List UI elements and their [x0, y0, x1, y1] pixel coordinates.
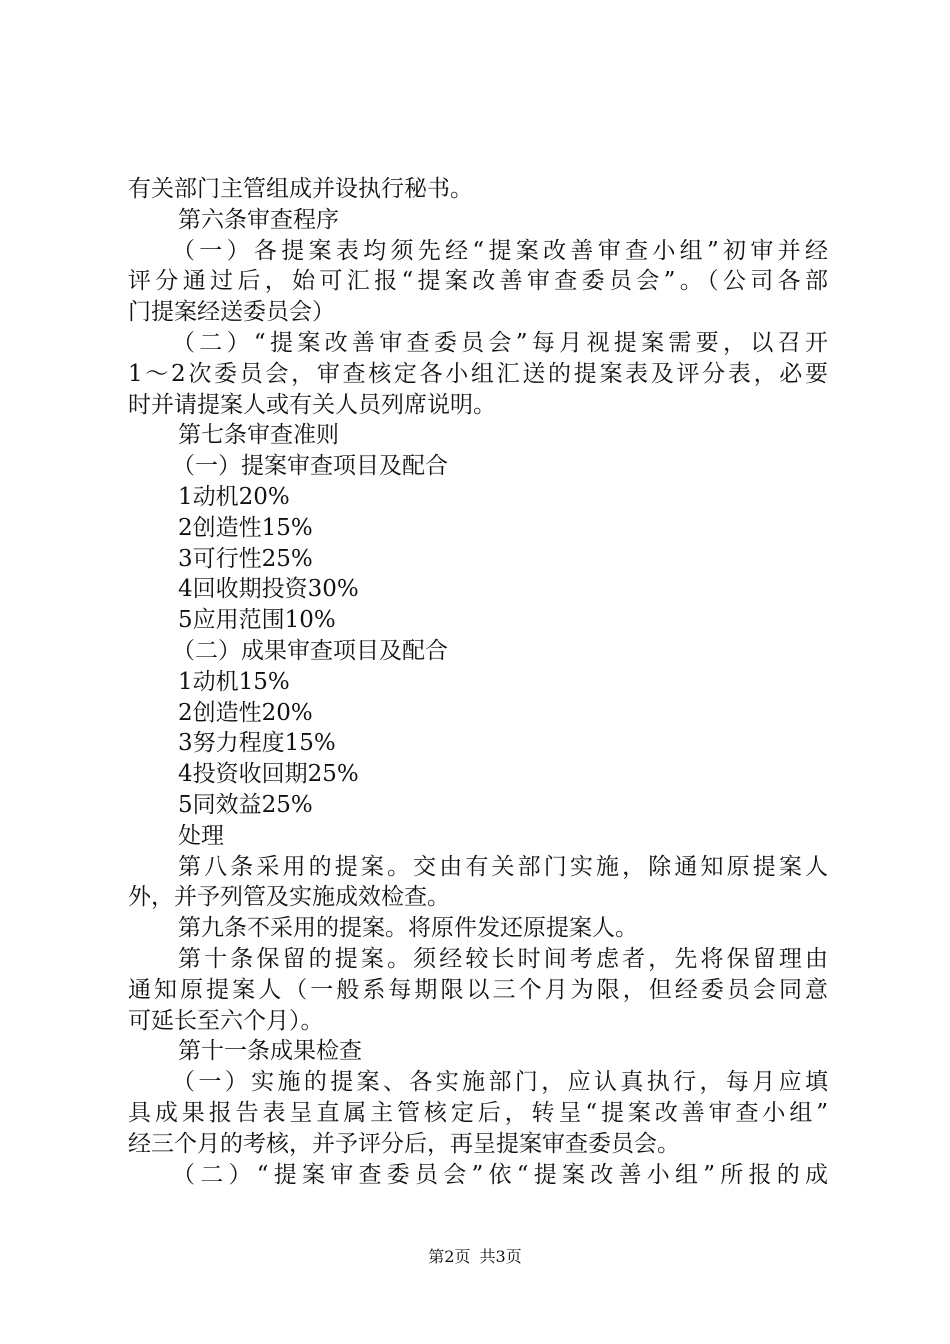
list-item: 5应用范围10%: [178, 607, 336, 634]
page-total: 共3页: [479, 1247, 522, 1266]
paragraph-line: 外，并予列管及实施成效检查。: [128, 884, 450, 911]
paragraph-line: （二）“提案改善审查委员会”每月视提案需要，以召开: [172, 329, 828, 356]
list-item: 1动机20%: [178, 483, 290, 510]
paragraph-line: 门提案经送委员会）: [128, 299, 335, 326]
paragraph-line: 时并请提案人或有关人员列席说明。: [128, 391, 496, 418]
paragraph-line: 经三个月的考核，并予评分后，再呈提案审查委员会。: [128, 1130, 680, 1157]
list-item: 4回收期投资30%: [178, 576, 359, 603]
paragraph-line: 第十条保留的提案。须经较长时间考虑者，先将保留理由: [178, 945, 828, 972]
article-heading: 第七条审查准则: [178, 422, 339, 449]
paragraph-line: 通知原提案人（一般系每期限以三个月为限，但经委员会同意: [128, 976, 828, 1003]
paragraph-line: 具成果报告表呈直属主管核定后，转呈“提案改善审查小组”: [128, 1099, 828, 1126]
section-heading: （一）提案审查项目及配合: [172, 453, 448, 480]
paragraph-line: 有关部门主管组成并设执行秘书。: [128, 176, 473, 202]
page-footer: [0, 1247, 950, 1267]
paragraph-line: 1～2次委员会，审查核定各小组汇送的提案表及评分表，必要: [128, 360, 828, 387]
list-item: 5同效益25%: [178, 791, 313, 818]
document-body: [128, 174, 828, 1190]
paragraph-line: 评分通过后，始可汇报“提案改善审查委员会”。（公司各部: [128, 268, 828, 295]
page-number: 第2页: [428, 1247, 471, 1266]
list-item: 3努力程度15%: [178, 730, 336, 757]
paragraph-line: （一）实施的提案、各实施部门，应认真执行，每月应填: [172, 1069, 828, 1096]
article-heading: 第十一条成果检查: [178, 1038, 362, 1065]
section-heading: （二）成果审查项目及配合: [172, 637, 448, 664]
paragraph-line: 第九条不采用的提案。将原件发还原提案人。: [178, 915, 638, 942]
paragraph-line: （一）各提案表均须先经“提案改善审查小组”初审并经: [172, 237, 828, 264]
paragraph-line: 第八条采用的提案。交由有关部门实施，除通知原提案人: [178, 853, 828, 880]
list-item: 1动机15%: [178, 668, 290, 695]
paragraph-line: 可延长至六个月）。: [128, 1007, 324, 1034]
list-item: 4投资收回期25%: [178, 761, 359, 788]
list-item: 2创造性20%: [178, 699, 313, 726]
list-item: 2创造性15%: [178, 514, 313, 541]
article-heading: 第六条审查程序: [178, 206, 339, 233]
section-heading: 处理: [178, 822, 224, 849]
list-item: 3可行性25%: [178, 545, 313, 572]
paragraph-line: （二）“提案审查委员会”依“提案改善小组”所报的成: [172, 1161, 828, 1188]
